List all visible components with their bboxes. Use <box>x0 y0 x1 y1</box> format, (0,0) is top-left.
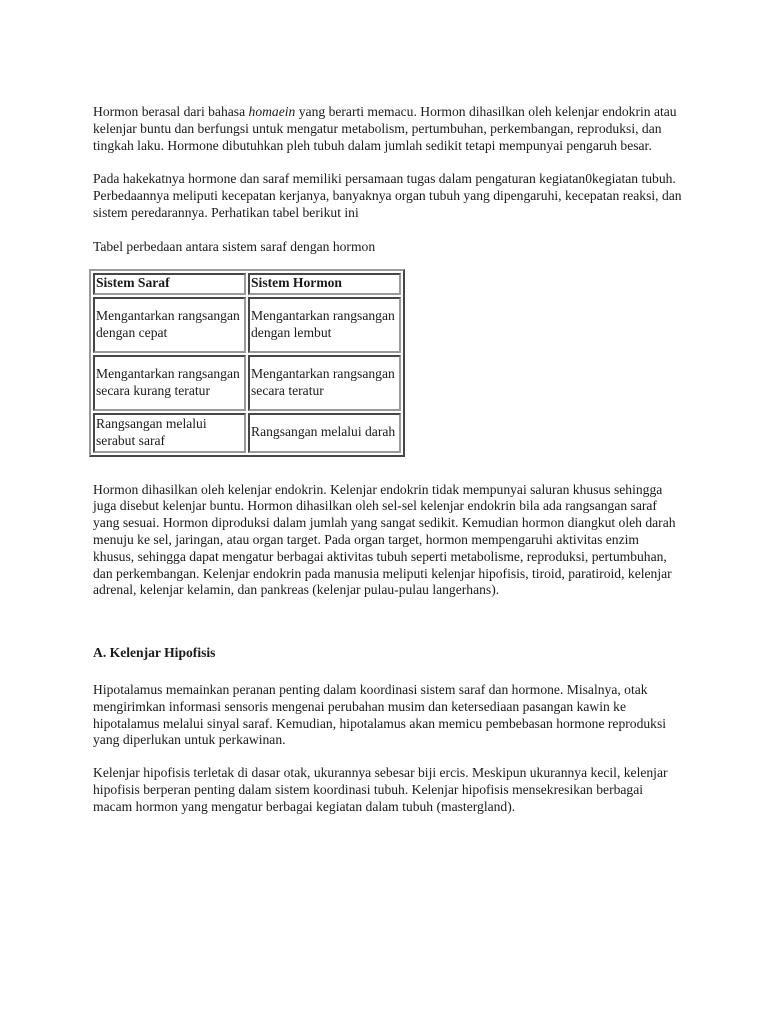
table-cell: Mengantarkan rangsangan dengan cepat <box>93 297 246 353</box>
comparison-table <box>89 269 405 457</box>
header-sistem-hormon: Sistem Hormon <box>248 273 401 295</box>
table-caption: Tabel perbedaan antara sistem saraf dengan hormon <box>93 238 376 254</box>
table-cell: Mengantarkan rangsangan secara kurang teratur <box>93 355 246 411</box>
endocrine-paragraph: Hormon dihasilkan oleh kelenjar endokrin. Kelenjar endokrin tidak mempunyai saluran khusus sehingga juga disebut kelenjar buntu. Hormon dihasilkan oleh sel-sel kelenjar endokrin bila ada rangsangan saraf yang sesuai. Hormon diproduksi dalam jumlah yang sangat sedikit. Kemudian hormon diangkut oleh darah menuju ke sel, jaringan, atau organ target. Pada organ target, hormon mempengaruhi aktivitas enzim khusus, sehingga dapat mengatur berbagai aktivitas tubuh seperti metabolisme, reproduksi, pertumbuhan, dan perkembangan. Kelenjar endokrin pada manusia meliputi kelenjar hipofisis, tiroid, paratiroid, kelenjar adrenal, kelenjar kelamin, dan pankreas (kelenjar pulau-pulau langerhans). <box>93 481 676 598</box>
intro-term: homaein <box>248 104 296 119</box>
table-cell: Mengantarkan rangsangan secara teratur <box>248 355 401 411</box>
table-cell: Rangsangan melalui darah <box>248 413 401 453</box>
section-a-heading: A. Kelenjar Hipofisis <box>93 645 216 661</box>
table-row <box>93 355 401 411</box>
hypothalamus-paragraph: Hipotalamus memainkan peranan penting dalam koordinasi sistem saraf dan hormone. Misalnya, otak mengirimkan informasi sensoris mengenai perubahan musim dan ketersediaan pasangan kawin ke hipotalamus melalui sinyal saraf. Kemudian, hipotalamus akan memicu pembebasan hormone reproduksi yang diperlukan untuk perkawinan. <box>93 681 667 748</box>
intro-paragraph <box>93 104 683 154</box>
table-row <box>93 297 401 353</box>
intro-text-end: yang berarti memacu. Hormon dihasilkan oleh kelenjar endokrin atau kelenjar buntu dan berfungsi untuk mengatur metabolism, pertumbuhan, perkembangan, reproduksi, dan tingkah laku. Hormone dibutuhkan pleh tubuh dalam jumlah sedikit tetapi mempunyai pengaruh besar. <box>93 104 677 153</box>
document-body <box>93 104 683 816</box>
hypophysis-paragraph: Kelenjar hipofisis terletak di dasar otak, ukurannya sebesar biji ercis. Meskipun ukurannya kecil, kelenjar hipofisis berperan penting dalam sistem koordinasi tubuh. Kelenjar hipofisis mensekresikan berbagai macam hormon yang mengatur berbagai kegiatan dalam tubuh (mastergland). <box>93 765 668 814</box>
table-cell: Rangsangan melalui serabut saraf <box>93 413 246 453</box>
table-header-row <box>93 273 401 295</box>
intro-text-start: Hormon berasal dari bahasa <box>93 104 249 119</box>
table-cell: Mengantarkan rangsangan dengan lembut <box>248 297 401 353</box>
table-row <box>93 413 401 453</box>
comparison-intro-paragraph: Pada hakekatnya hormone dan saraf memiliki persamaan tugas dalam pengaturan kegiatan0kegiatan tubuh. Perbedaannya meliputi kecepatan kerjanya, banyaknya organ tubuh yang dipengaruhi, kecepatan reaksi, dan sistem peredarannya. Perhatikan tabel berikut ini <box>93 171 682 220</box>
header-sistem-saraf: Sistem Saraf <box>93 273 246 295</box>
